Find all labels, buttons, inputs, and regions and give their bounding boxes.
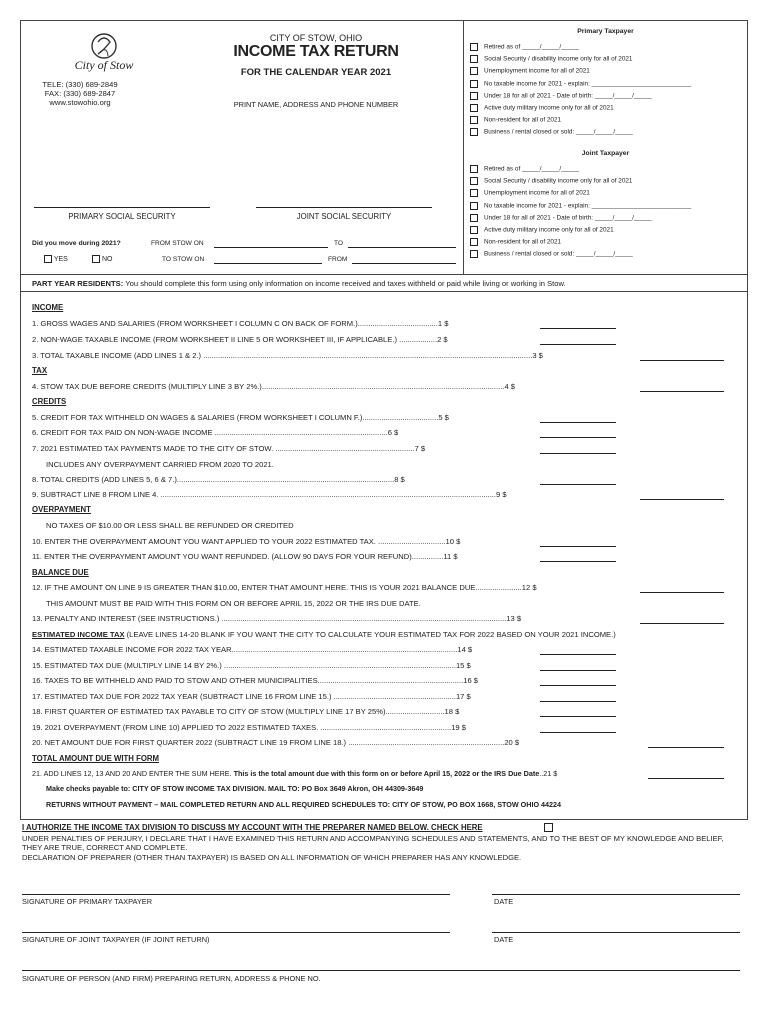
checkbox[interactable] (470, 128, 478, 136)
joint-taxpayer-option[interactable] (470, 238, 561, 246)
returns-note: RETURNS WITHOUT PAYMENT – MAIL COMPLETED RETURN AND ALL REQUIRED SCHEDULES TO: CITY OF STOW, PO BOX 1668, STOW OHIO 44224 (46, 800, 562, 809)
joint-taxpayer-option[interactable] (470, 177, 632, 185)
primary-taxpayer-option[interactable] (470, 67, 590, 75)
date2-line[interactable] (492, 932, 740, 933)
option-label: Social Security / disability income only for all of 2021 (484, 55, 633, 63)
checkbox[interactable] (470, 43, 478, 51)
line-10-field[interactable] (540, 546, 616, 547)
line-10: 10. ENTER THE OVERPAYMENT AMOUNT YOU WANT APPLIED TO YOUR 2022 ESTIMATED TAX. ................................10 $ (32, 537, 461, 546)
line-21-field[interactable] (648, 778, 724, 779)
line-16: 16. TAXES TO BE WITHHELD AND PAID TO STOW AND OTHER MUNICIPALITIES.....................................................................16 $ (32, 676, 479, 685)
city-logo (74, 30, 134, 76)
primary-signature-line[interactable] (22, 894, 450, 895)
line-9: 9. SUBTRACT LINE 8 FROM LINE 4. ...............................................................................................................................................................9 $ (32, 490, 507, 499)
checkbox[interactable] (470, 238, 478, 246)
primary-taxpayer-option[interactable] (470, 92, 652, 100)
line-11-field[interactable] (540, 561, 616, 562)
option-label: Active duty military income only for all of 2021 (484, 226, 614, 234)
fax: FAX: (330) 689-2847 (44, 89, 116, 98)
yes-checkbox[interactable] (44, 255, 52, 263)
overpayment-note: NO TAXES OF $10.00 OR LESS SHALL BE REFUNDED OR CREDITED (46, 521, 294, 530)
primary-taxpayer-heading: Primary Taxpayer (577, 28, 634, 35)
option-label: Retired as of _____/_____/_____ (484, 43, 579, 51)
checkbox[interactable] (470, 165, 478, 173)
form-title: INCOME TAX RETURN (233, 43, 399, 60)
line-2-field[interactable] (540, 344, 616, 345)
line-18: 18. FIRST QUARTER OF ESTIMATED TAX PAYABLE TO CITY OF STOW (MULTIPLY LINE 17 BY 25%)............................18 $ (32, 707, 460, 716)
line-12-field[interactable] (640, 592, 724, 593)
line-17: 17. ESTIMATED TAX DUE FOR 2022 TAX YEAR (SUBTRACT LINE 16 FROM LINE 15.) ..........................................................17 $ (32, 692, 471, 701)
line-13-field[interactable] (640, 623, 724, 624)
joint-taxpayer-heading: Joint Taxpayer (581, 150, 630, 157)
line-19-field[interactable] (540, 732, 616, 733)
line-7-note: INCLUDES ANY OVERPAYMENT CARRIED FROM 2020 TO 2021. (46, 460, 274, 469)
section-balance-due: BALANCE DUE (32, 568, 89, 577)
from-field[interactable] (352, 263, 456, 264)
line-9-field[interactable] (640, 499, 724, 500)
option-label: Retired as of _____/_____/_____ (484, 165, 579, 173)
line-7-field[interactable] (540, 453, 616, 454)
primary-taxpayer-option[interactable] (470, 80, 691, 88)
checkbox[interactable] (470, 250, 478, 258)
line-8: 8. TOTAL CREDITS (ADD LINES 5, 6 & 7.).......................................................................................................8 $ (32, 475, 405, 484)
to-field[interactable] (348, 247, 456, 248)
line-1: 1. GROSS WAGES AND SALARIES (FROM WORKSHEET I COLUMN C ON BACK OF FORM.)......................................1 $ (32, 319, 449, 328)
joint-ssn-label: JOINT SOCIAL SECURITY (296, 212, 392, 221)
primary-taxpayer-option[interactable] (470, 43, 579, 51)
option-label: Social Security / disability income only for all of 2021 (484, 177, 633, 185)
primary-ssn-label: PRIMARY SOCIAL SECURITY (68, 212, 176, 221)
to-label: TO (334, 240, 344, 247)
to-stow-on-field[interactable] (214, 263, 322, 264)
line-19: 19. 2021 OVERPAYMENT (FROM LINE 10) APPLIED TO 2022 ESTIMATED TAXES. ..............................................................19 $ (32, 723, 466, 732)
joint-taxpayer-option[interactable] (470, 202, 691, 210)
checkbox[interactable] (470, 189, 478, 197)
line-11: 11. ENTER THE OVERPAYMENT AMOUNT YOU WANT REFUNDED. (ALLOW 90 DAYS FOR YOUR REFUND)...............11 $ (32, 552, 458, 561)
option-label: Unemployment income for all of 2021 (484, 68, 590, 76)
option-label: Non-resident for all of 2021 (484, 238, 562, 246)
option-label: Unemployment income for all of 2021 (484, 190, 590, 198)
joint-taxpayer-option[interactable] (470, 214, 652, 222)
line-3: 3. TOTAL TAXABLE INCOME (ADD LINES 1 & 2.) ............................................................................................................................................................3 $ (32, 351, 543, 360)
line-15-field[interactable] (540, 670, 616, 671)
line-14-field[interactable] (540, 654, 616, 655)
estimated-heading: ESTIMATED INCOME TAX (LEAVE LINES 14-20 BLANK IF YOU WANT THE CITY TO CALCULATE YOUR ESTIMATED TAX FOR 2022 BASED ON YOUR 2021 INCOME.) (32, 630, 616, 639)
line-3-field[interactable] (640, 360, 724, 361)
option-label: No taxable income for 2021 - explain: ____________________________ (484, 202, 692, 210)
logo-text: City of Stow (74, 58, 134, 72)
date1-line[interactable] (492, 894, 740, 895)
to-stow-on-label: TO STOW ON (162, 256, 205, 263)
checkbox[interactable] (470, 104, 478, 112)
checkbox[interactable] (470, 67, 478, 75)
city-name: CITY OF STOW, OHIO (269, 33, 363, 43)
line-14: 14. ESTIMATED TAXABLE INCOME FOR 2022 TAX YEAR...........................................................................................................14 $ (32, 645, 473, 654)
option-label: Under 18 for all of 2021 - Date of birth: _____/_____/_____ (484, 214, 652, 222)
option-label: Non-resident for all of 2021 (484, 116, 562, 124)
checkbox[interactable] (470, 116, 478, 124)
web: www.stowohio.org (49, 98, 111, 107)
authorize-checkbox[interactable] (544, 823, 553, 832)
option-label: Business / rental closed or sold: _____/_____/_____ (484, 129, 633, 137)
from-label: FROM (328, 256, 348, 263)
checkbox[interactable] (470, 177, 478, 185)
date1-label: DATE (494, 897, 514, 906)
line-1-field[interactable] (540, 328, 616, 329)
line-13: 13. PENALTY AND INTEREST (SEE INSTRUCTIONS.) .......................................................................................................................................13 $ (32, 614, 522, 623)
line-18-field[interactable] (540, 716, 616, 717)
line-2: 2. NON-WAGE TAXABLE INCOME (FROM WORKSHEET II LINE 5 OR WORKSHEET III, IF APPLICABLE.) ..................2 $ (32, 335, 448, 344)
option-label: Under 18 for all of 2021 - Date of birth: _____/_____/_____ (484, 92, 652, 100)
authorize-heading: I AUTHORIZE THE INCOME TAX DIVISION TO DISCUSS MY ACCOUNT WITH THE PREPARER NAMED BELOW. CHECK HERE (22, 823, 483, 832)
line-21: 21. ADD LINES 12, 13 AND 20 AND ENTER THE SUM HERE. This is the total amount due with this form on or before April 15, 2022 or the IRS Due Date..21 $ (32, 769, 558, 778)
checkbox[interactable] (470, 80, 478, 88)
print-name-label: PRINT NAME, ADDRESS AND PHONE NUMBER (233, 100, 399, 109)
checkbox[interactable] (470, 214, 478, 222)
checkbox[interactable] (470, 55, 478, 63)
from-stow-on-field[interactable] (214, 247, 328, 248)
line-5-field[interactable] (540, 422, 616, 423)
line-4: 4. STOW TAX DUE BEFORE CREDITS (MULTIPLY LINE 3 BY 2%.)...................................................................................................................4 $ (32, 382, 516, 391)
tele: TELE: (330) 689-2849 (42, 80, 118, 89)
line-6: 6. CREDIT FOR TAX PAID ON NON-WAGE INCOME ..................................................................................6 $ (32, 428, 399, 437)
line-4-field[interactable] (640, 391, 724, 392)
primary-taxpayer-option[interactable] (470, 104, 614, 112)
joint-ssn-line[interactable] (256, 207, 432, 208)
perjury-statement: UNDER PENALTIES OF PERJURY, I DECLARE THAT I HAVE EXAMINED THIS RETURN AND ACCOMPANYING SCHEDULES AND STATEMENTS, AND TO THE BEST OF MY KNOWLEDGE AND BELIEF, THEY ARE TRUE, CORRECT AND COMPLETE. (22, 834, 724, 852)
joint-taxpayer-option[interactable] (470, 226, 614, 234)
line-17-field[interactable] (540, 701, 616, 702)
option-label: Business / rental closed or sold: _____/_____/_____ (484, 251, 633, 259)
section-income: INCOME (32, 303, 64, 312)
joint-signature-label: SIGNATURE OF JOINT TAXPAYER (IF JOINT RETURN) (22, 935, 210, 944)
line-7: 7. 2021 ESTIMATED TAX PAYMENTS MADE TO THE CITY OF STOW. ..................................................................7 $ (32, 444, 426, 453)
section-total: TOTAL AMOUNT DUE WITH FORM (32, 754, 160, 763)
preparer-declaration: DECLARATION OF PREPARER (OTHER THAN TAXPAYER) IS BASED ON ALL INFORMATION OF WHICH PREPARER HAS ANY KNOWLEDGE. (22, 853, 522, 862)
line-15: 15. ESTIMATED TAX DUE (MULTIPLY LINE 14 BY 2%.) ..............................................................................................................15 $ (32, 661, 471, 670)
contact-info (30, 80, 130, 107)
preparer-signature-label: SIGNATURE OF PERSON (AND FIRM) PREPARING RETURN, ADDRESS & PHONE NO. (22, 974, 321, 983)
option-label: No taxable income for 2021 - explain: ____________________________ (484, 80, 692, 88)
part-year-text: PART YEAR RESIDENTS: You should complete this form using only information on income received and taxes withheld or paid while living or working in Stow. (32, 279, 566, 288)
joint-taxpayer-option[interactable] (470, 189, 590, 197)
section-credits: CREDITS (32, 397, 67, 406)
line-5: 5. CREDIT FOR TAX WITHHELD ON WAGES & SALARIES (FROM WORKSHEET I COLUMN F.)....................................5 $ (32, 413, 449, 422)
line-6-field[interactable] (540, 437, 616, 438)
move-yes[interactable]: YES (44, 255, 68, 263)
checks-payable: Make checks payable to: CITY OF STOW INCOME TAX DIVISION. MAIL TO: PO Box 3649 Akron, OH 44309-3649 (46, 784, 424, 793)
section-overpayment: OVERPAYMENT (32, 505, 91, 514)
line-20: 20. NET AMOUNT DUE FOR FIRST QUARTER 2022 (SUBTRACT LINE 19 FROM LINE 18.) ..........................................................................20 $ (32, 738, 520, 747)
checkbox[interactable] (470, 92, 478, 100)
primary-taxpayer-option[interactable] (470, 116, 561, 124)
primary-taxpayer-option[interactable] (470, 128, 633, 136)
line-8-field[interactable] (540, 484, 616, 485)
joint-taxpayer-option[interactable] (470, 165, 579, 173)
option-label: Active duty military income only for all of 2021 (484, 104, 614, 112)
line-20-field[interactable] (648, 747, 724, 748)
move-no[interactable]: NO (92, 255, 112, 263)
primary-ssn-line[interactable] (34, 207, 210, 208)
move-question: Did you move during 2021? (32, 240, 121, 247)
primary-taxpayer-option[interactable] (470, 55, 632, 63)
joint-signature-line[interactable] (22, 932, 450, 933)
form-subtitle: FOR THE CALENDAR YEAR 2021 (240, 67, 392, 78)
date2-label: DATE (494, 935, 514, 944)
primary-signature-label: SIGNATURE OF PRIMARY TAXPAYER (22, 897, 153, 906)
checkbox[interactable] (470, 202, 478, 210)
joint-taxpayer-option[interactable] (470, 250, 633, 258)
preparer-signature-line[interactable] (22, 970, 740, 971)
no-checkbox[interactable] (92, 255, 100, 263)
line-16-field[interactable] (540, 685, 616, 686)
line-12-note: THIS AMOUNT MUST BE PAID WITH THIS FORM ON OR BEFORE APRIL 15, 2022 OR THE IRS DUE DATE. (46, 599, 421, 608)
line-12: 12. IF THE AMOUNT ON LINE 9 IS GREATER THAN $10.00, ENTER THAT AMOUNT HERE. THIS IS YOUR 2021 BALANCE DUE......................12 $ (32, 583, 537, 592)
checkbox[interactable] (470, 226, 478, 234)
from-stow-on-label: FROM STOW ON (151, 240, 204, 247)
section-tax: TAX (32, 366, 48, 375)
